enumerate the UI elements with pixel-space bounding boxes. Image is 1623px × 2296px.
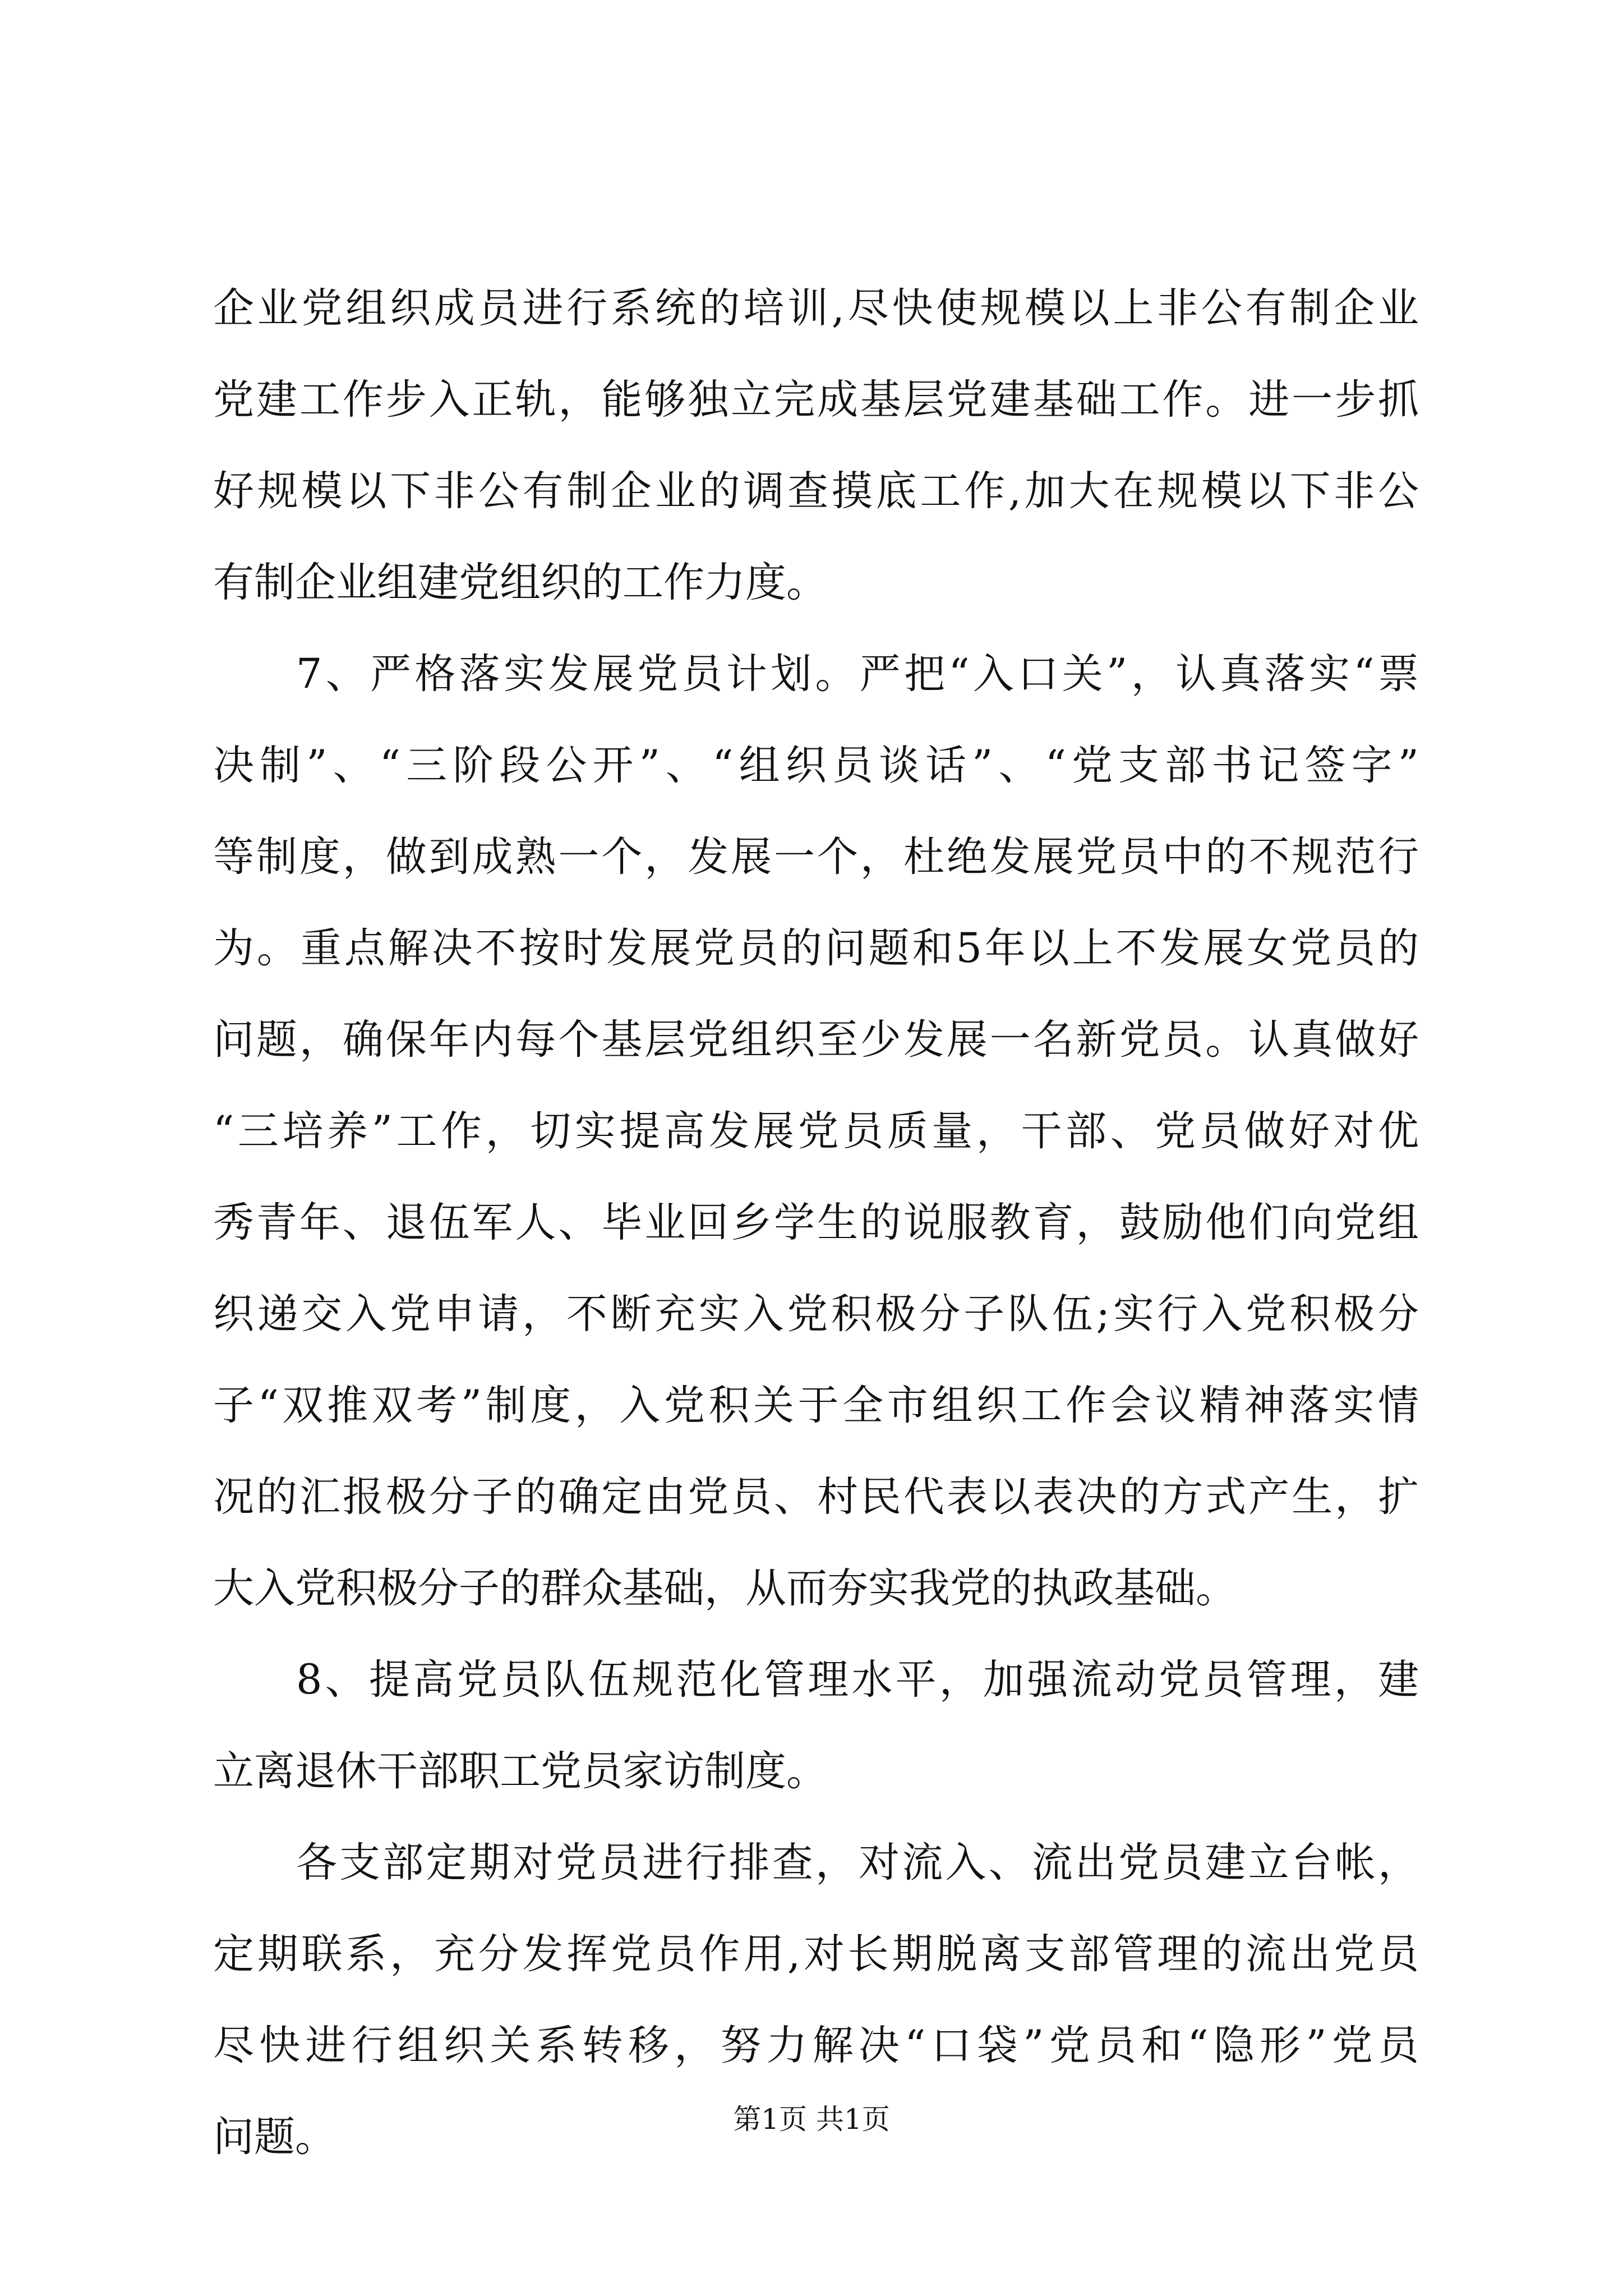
text-line: 况的汇报极分子的确定由党员、村民代表以表决的方式产生，扩 bbox=[213, 1473, 1419, 1521]
text-line: 子“双推双考”制度，入党积关于全市组织工作会议精神落实情 bbox=[213, 1382, 1419, 1429]
text-line: 立离退休干部职工党员家访制度。 bbox=[213, 1747, 827, 1795]
text-line: 好规模以下非公有制企业的调查摸底工作,加大在规模以下非公 bbox=[213, 467, 1419, 515]
text-line: 秀青年、退伍军人、毕业回乡学生的说服教育，鼓励他们向党组 bbox=[213, 1199, 1419, 1246]
text-line: 大入党积极分子的群众基础，从而夯实我党的执政基础。 bbox=[213, 1565, 1237, 1612]
text-line: 织递交入党申请，不断充实入党积极分子队伍;实行入党积极分 bbox=[213, 1290, 1419, 1338]
text-line: 问题。 bbox=[213, 2113, 336, 2161]
text-line: 7、严格落实发展党员计划。严把“入口关”，认真落实“票 bbox=[296, 650, 1419, 698]
page-footer: 第1页 共1页 bbox=[733, 2103, 890, 2136]
document-body bbox=[213, 263, 1419, 2183]
text-line: 党建工作步入正轨，能够独立完成基层党建基础工作。进一步抓 bbox=[213, 376, 1419, 424]
text-line: 等制度，做到成熟一个，发展一个，杜绝发展党员中的不规范行 bbox=[213, 833, 1419, 881]
text-line: 各支部定期对党员进行排查，对流入、流出党员建立台帐， bbox=[296, 1839, 1419, 1887]
text-line: 定期联系，充分发挥党员作用,对长期脱离支部管理的流出党员 bbox=[213, 1930, 1419, 1978]
text-line: 8、提高党员队伍规范化管理水平，加强流动党员管理，建 bbox=[296, 1656, 1419, 1704]
text-line: 企业党组织成员进行系统的培训,尽快使规模以上非公有制企业 bbox=[213, 284, 1419, 332]
text-line: 尽快进行组织关系转移，努力解决“口袋”党员和“隐形”党员 bbox=[213, 2022, 1419, 2069]
text-line: 问题，确保年内每个基层党组织至少发展一名新党员。认真做好 bbox=[213, 1016, 1419, 1064]
text-line: 为。重点解决不按时发展党员的问题和5年以上不发展女党员的 bbox=[213, 924, 1419, 972]
text-line: 决制”、“三阶段公开”、“组织员谈话”、“党支部书记签字” bbox=[213, 742, 1419, 789]
text-line: “三培养”工作，切实提高发展党员质量，干部、党员做好对优 bbox=[213, 1107, 1419, 1155]
text-line: 有制企业组建党组织的工作力度。 bbox=[213, 559, 827, 606]
